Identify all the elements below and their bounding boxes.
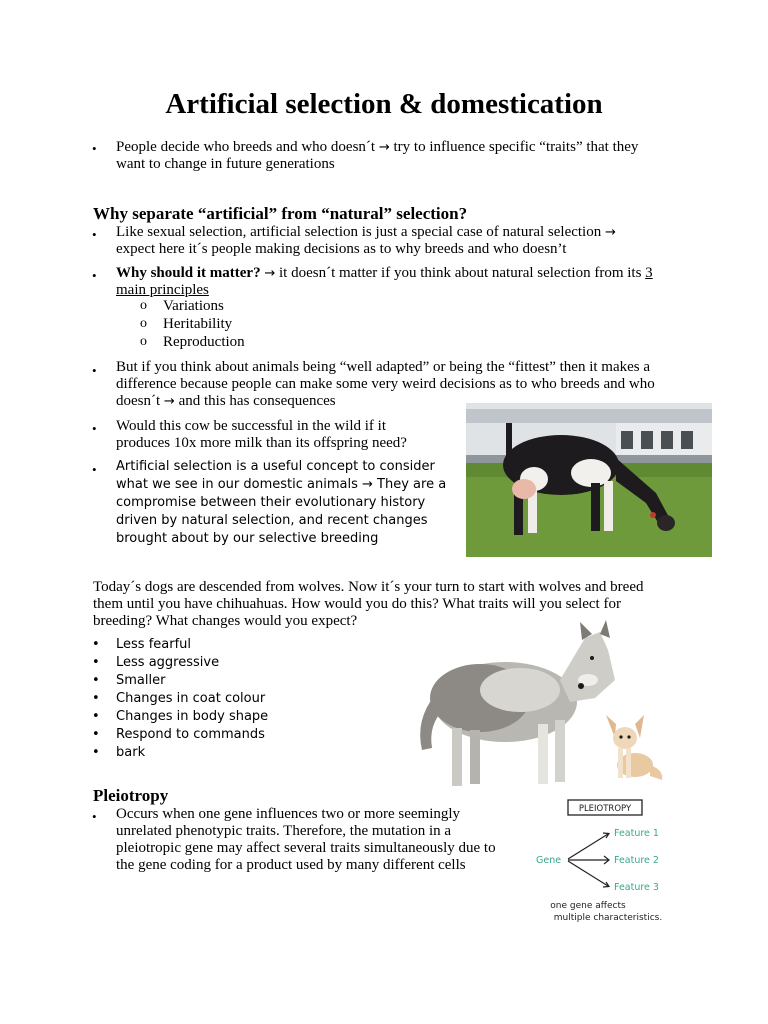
why-b3-line3a: doesn´t: [116, 393, 161, 409]
sub-bullet: o: [140, 334, 147, 349]
principle-item: Heritability: [163, 316, 233, 332]
arrow-icon: →: [378, 140, 390, 155]
arrow-icon: →: [362, 477, 373, 492]
bullet-dot: •: [92, 637, 100, 652]
sub-bullet: o: [140, 316, 147, 331]
why-b2-underline-1: 3: [645, 265, 653, 281]
as-line2a: what we see in our domestic animals: [116, 477, 358, 492]
cow-question-line2: produces 10x more milk than its offspring need?: [116, 435, 407, 451]
artificial-selection-paragraph: [116, 458, 456, 548]
bullet-dot: •: [92, 809, 97, 824]
trait-label: Respond to commands: [116, 727, 265, 742]
principle-item: Reproduction: [163, 334, 245, 350]
cow-question: [116, 418, 456, 452]
intro-text-2: try to influence specific “traits” that they: [393, 139, 639, 155]
trait-label: Smaller: [116, 673, 166, 688]
as-line3: compromise between their evolutionary history: [116, 495, 426, 510]
bullet-dot: •: [92, 421, 97, 436]
sub-bullet: o: [140, 298, 147, 313]
why-bullet-2: [116, 265, 696, 299]
bullet-dot: •: [92, 227, 97, 242]
arrow-icon: →: [604, 225, 616, 240]
pleiotropy-diagram: [528, 790, 690, 926]
pleio-line4: the gene coding for a product used by many different cells: [116, 857, 466, 873]
trait-label: Changes in coat colour: [116, 691, 266, 706]
bullet-dot: •: [92, 673, 100, 688]
bullet-dot: •: [92, 727, 100, 742]
dogs-line3: breeding? What changes would you expect?: [93, 613, 358, 629]
why-b3-line3b: and this has consequences: [178, 393, 336, 409]
section-heading-pleiotropy: Pleiotropy: [93, 786, 169, 805]
why-b2-rest: it doesn´t matter if you think about natural selection from its: [279, 265, 642, 281]
bullet-dot: •: [92, 462, 97, 477]
dogs-line1: Today´s dogs are descended from wolves. Now it´s your turn to start with wolves and breed: [93, 579, 644, 595]
diagram-caption-2: multiple characteristics.: [553, 913, 663, 923]
bullet-dot: •: [92, 363, 97, 378]
why-b1-line2: expect here it´s people making decisions as to why breeds and who doesn’t: [116, 241, 567, 257]
trait-label: Less aggressive: [116, 655, 220, 670]
intro-paragraph: [116, 139, 696, 173]
diagram-feature-1: Feature 1: [614, 828, 659, 839]
arrow-icon: →: [264, 266, 276, 281]
arrow-icon: →: [163, 394, 175, 409]
diagram-feature-2: Feature 2: [614, 855, 659, 866]
why-bullet-1: [116, 224, 696, 258]
why-b1-line1: Like sexual selection, artificial selection is just a special case of natural selection: [116, 224, 602, 240]
as-line2b: They are a: [377, 477, 447, 492]
bullet-dot: •: [92, 745, 100, 760]
bullet-dot: •: [92, 655, 100, 670]
as-line4: driven by natural selection, and recent changes: [116, 513, 428, 528]
dogs-line2: them until you have chihuahuas. How would you do this? What traits will you select for: [93, 596, 621, 612]
diagram-title: PLEIOTROPY: [578, 804, 632, 814]
pleiotropy-paragraph: [116, 806, 526, 874]
trait-label: Changes in body shape: [116, 709, 269, 724]
why-b2-underline-2: main principles: [116, 282, 209, 298]
bullet-dot: •: [92, 268, 97, 283]
intro-text-line2: want to change in future generations: [116, 156, 335, 172]
cow-question-line1: Would this cow be successful in the wild if it: [116, 418, 386, 434]
pleio-line3: pleiotropic gene may affect several traits simultaneously due to: [116, 840, 496, 856]
as-line5: brought about by our selective breeding: [116, 531, 379, 546]
diagram-feature-3: Feature 3: [614, 882, 659, 893]
pleio-line2: unrelated phenotypic traits. Therefore, the mutation in a: [116, 823, 452, 839]
why-b2-bold: Why should it matter?: [116, 265, 261, 281]
bullet-dot: •: [92, 709, 100, 724]
cow-photo: [466, 403, 712, 557]
bullet-dot: •: [92, 691, 100, 706]
page-title: Artificial selection & domestication: [165, 88, 603, 120]
as-line1: Artificial selection is a useful concept to consider: [116, 459, 435, 474]
diagram-caption-1: one gene affects: [550, 901, 626, 911]
principle-item: Variations: [163, 298, 224, 314]
bullet-dot: •: [92, 141, 97, 156]
trait-label: Less fearful: [116, 637, 192, 652]
diagram-arrow-1: [568, 834, 608, 859]
pleio-line1: Occurs when one gene influences two or more seemingly: [116, 806, 461, 822]
diagram-arrow-3: [568, 861, 608, 886]
section-heading-why: Why separate “artificial” from “natural” selection?: [93, 204, 468, 223]
why-b3-line2: difference because people can make some very weird decisions as to who breeds and who: [116, 376, 655, 392]
diagram-gene-label: Gene: [536, 855, 562, 866]
trait-label: bark: [116, 745, 146, 760]
wolf-chihuahua-photo: [410, 620, 680, 790]
intro-text-1: People decide who breeds and who doesn´t: [116, 139, 376, 155]
why-b3-line1: But if you think about animals being “well adapted” or being the “fittest” then it makes a: [116, 359, 651, 375]
